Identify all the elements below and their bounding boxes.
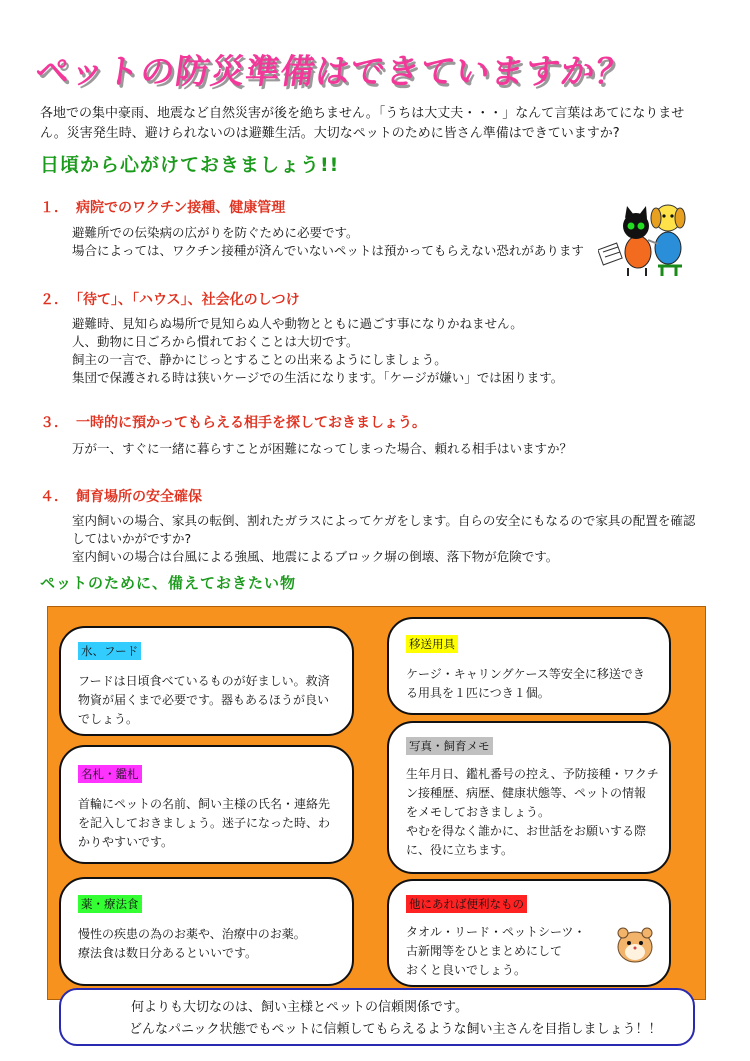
supply-label: 薬・療法食 <box>78 895 142 913</box>
text-line: おくと良いでしょう。 <box>406 963 527 977</box>
supply-text <box>78 672 330 729</box>
text-line: 療法食は数日分あるといいです。 <box>78 946 258 960</box>
supply-text <box>406 923 586 980</box>
text-line: を記入しておきましょう。迷子になった時、わ <box>78 816 331 830</box>
section-text-4 <box>72 512 712 566</box>
closing-line: どんなパニック状態でもペットに信頼してもらえるような飼い主さんを目指しましょう！！ <box>129 1022 662 1037</box>
section-number: １． <box>40 200 68 216</box>
closing-line: 何よりも大切なのは、飼い主様とペットの信頼関係です。 <box>131 1000 468 1015</box>
section-heading-4 <box>40 486 202 506</box>
section-title: 飼育場所の安全確保 <box>76 489 202 505</box>
supply-card-name-tag <box>59 745 354 864</box>
text-line: やむを得なく誰かに、お世話をお願いする際 <box>406 824 647 838</box>
supplies-panel <box>47 606 706 1000</box>
text-line: 室内飼いの場合、家具の転倒、割れたガラスによってケガをします。自らの安全にもなるので家具の配置を確認 <box>72 513 696 528</box>
supply-label: 水、フード <box>78 642 141 660</box>
cat-dog-illustration <box>598 196 693 281</box>
text-line: に、役に立ちます。 <box>406 843 514 857</box>
sub-heading-supplies: ペットのために、備えておきたい物 <box>40 574 297 592</box>
section-title: 一時的に預かってもらえる相手を探しておきましょう。 <box>76 415 426 431</box>
text-line: かりやすいです。 <box>78 835 174 849</box>
text-line: 首輪にペットの名前、飼い主様の氏名・連絡先 <box>78 797 331 811</box>
intro-line: ん。災害発生時、避けられないのは避難生活。大切なペットのために皆さん準備はできていますか? <box>40 126 620 141</box>
text-line: でしょう。 <box>78 712 139 726</box>
text-line: 飼主の一言で、静かにじっとすることの出来るようにしましょう。 <box>72 352 447 367</box>
text-line: 避難時、見知らぬ場所で見知らぬ人や動物とともに過ごす事になりかねません。 <box>72 316 523 331</box>
supply-label: 移送用具 <box>406 635 458 653</box>
supply-label: 写真・飼育メモ <box>406 737 493 755</box>
supply-card-medicine <box>59 877 354 986</box>
text-line: 集団で保護される時は狭いケージでの生活になります。「ケージが嫌い」では困ります。 <box>72 370 564 385</box>
section-number: ２． <box>40 292 68 308</box>
section-heading-1 <box>40 197 285 217</box>
section-title: 病院でのワクチン接種、健康管理 <box>76 200 286 216</box>
text-line: 物資が届くまで必要です。器もあるほうが良い <box>78 693 330 707</box>
section-title: 「待て」、「ハウス」、社会化のしつけ <box>76 292 300 308</box>
supply-text <box>78 925 306 963</box>
text-line: 古新聞等をひとまとめにして <box>406 944 563 958</box>
section-number: ４． <box>40 489 68 505</box>
supply-label: 名札・鑑札 <box>78 765 142 783</box>
section-number: ３． <box>40 415 68 431</box>
text-line: 万が一、すぐに一緒に暮らすことが困難になってしまった場合、頼れる相手はいますか？ <box>72 441 573 456</box>
text-line: る用具を１匹につき１個。 <box>406 686 550 700</box>
text-line: をメモしておきましょう。 <box>406 805 551 819</box>
supply-text <box>406 665 645 703</box>
text-line: 慢性の疾患の為のお薬や、治療中のお薬。 <box>78 927 306 941</box>
sub-heading-daily: 日頃から心がけておきましょう!! <box>40 154 340 176</box>
section-text-2 <box>72 315 712 387</box>
page-title: ペットの防災準備はできていますか？ <box>32 52 634 92</box>
text-line: 生年月日、鑑札番号の控え、予防接種・ワクチ <box>406 767 659 781</box>
text-line: ン接種歴、病歴、健康状態等、ペットの情報 <box>406 786 647 800</box>
section-heading-2 <box>40 289 300 309</box>
intro-line: 各地での集中豪雨、地震など自然災害が後を絶ちません。「うちは大丈夫・・・」なんて言葉はあてになりませ <box>40 106 685 121</box>
closing-message-box <box>59 988 695 1046</box>
text-line: 場合によっては、ワクチン接種が済んでいないペットは預かってもらえない恐れがあります <box>72 243 584 258</box>
text-line: 避難所での伝染病の広がりを防ぐために必要です。 <box>72 225 359 240</box>
supply-text <box>78 795 330 852</box>
supply-text <box>406 765 659 860</box>
text-line: してはいかがですか? <box>72 531 192 546</box>
text-line: フードは日頃食べているものが好ましい。救済 <box>78 674 330 688</box>
supply-card-misc <box>387 879 671 987</box>
supply-card-water-food <box>59 626 354 736</box>
supply-card-photo-memo <box>387 721 671 874</box>
section-text-3 <box>72 440 712 458</box>
text-line: 人、動物に日ごろから慣れておくことは大切です。 <box>72 334 359 349</box>
hamster-icon <box>613 921 657 965</box>
intro-paragraph <box>40 104 720 144</box>
text-line: 室内飼いの場合は台風による強風、地震によるブロック塀の倒壊、落下物が危険です。 <box>72 549 559 564</box>
supply-card-transport <box>387 617 671 715</box>
section-heading-3 <box>40 412 426 432</box>
supply-label: 他にあれば便利なもの <box>406 895 527 913</box>
text-line: タオル・リード・ペットシーツ・ <box>406 925 586 939</box>
text-line: ケージ・キャリングケース等安全に移送でき <box>406 667 645 681</box>
